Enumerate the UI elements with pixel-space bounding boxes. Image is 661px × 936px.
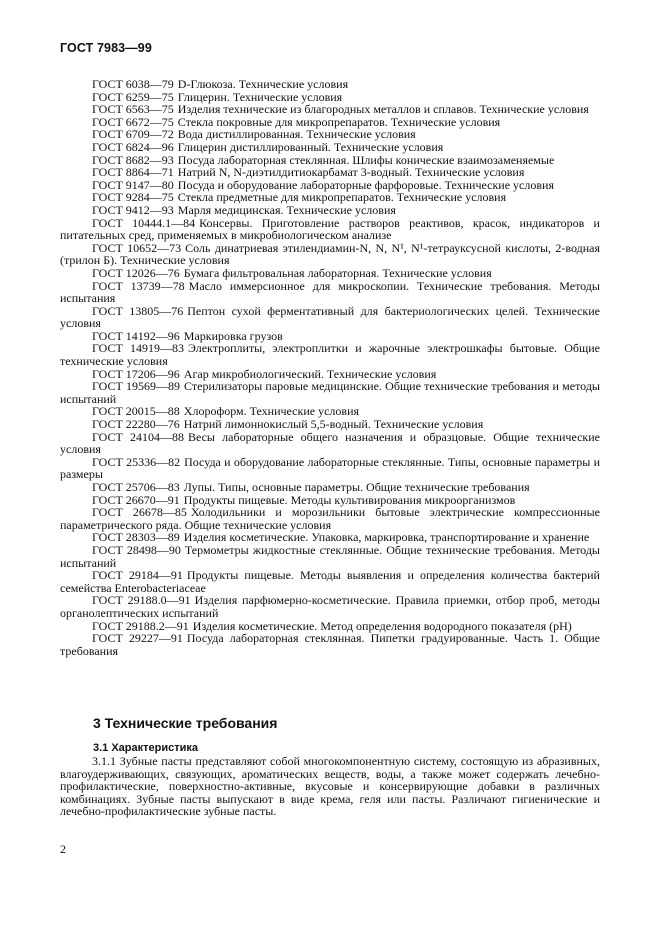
reference-title: Лупы. Типы, основные параметры. Общие технические требования xyxy=(183,480,530,494)
reference-item xyxy=(60,342,600,367)
reference-code: ГОСТ 10652—73 xyxy=(92,240,182,255)
reference-title: Весы лабораторные общего назначения и образцовые. Общие технические условия xyxy=(60,429,600,457)
reference-title: Вода дистиллированная. Технические условия xyxy=(177,127,416,142)
reference-title: Термометры жидкостные стеклянные. Общие технические требования. Методы испытаний xyxy=(60,542,600,570)
body-paragraph: 3.1.1 Зубные пасты представляют собой многокомпонентную систему, состоящую из абразивных, влагоудерживающих, связующих, ароматических веществ, воды, а также может содержать лечебно-профилактические, поверхностно-активные, вкусовые и консервирующие добавки в различных комбинациях. Зубные пасты выпускают в виде крема, геля или пасты. Различают гигиенические и лечебно-профилактические зубные пасты. xyxy=(60,754,600,819)
reference-title: Глицерин. Технические условия xyxy=(177,89,343,104)
reference-title: Посуда лабораторная стеклянная. Шлифы конические взаимозаменяемые xyxy=(177,152,555,167)
reference-code: ГОСТ 8864—71 xyxy=(92,165,174,180)
reference-item xyxy=(60,280,600,305)
reference-code: ГОСТ 17206—96 xyxy=(92,366,180,381)
reference-code: ГОСТ 6709—72 xyxy=(92,127,174,142)
reference-code: ГОСТ 29188.0—91 xyxy=(92,593,191,608)
reference-title: Маркировка грузов xyxy=(183,328,283,343)
reference-title: Посуда и оборудование лабораторные фарфоровые. Технические условия xyxy=(177,177,554,192)
reference-title: Бумага фильтровальная лабораторная. Технические условия xyxy=(183,265,492,280)
reference-code: ГОСТ 6824—96 xyxy=(92,139,174,154)
reference-code: ГОСТ 6038—79 xyxy=(92,77,174,91)
reference-code: ГОСТ 19569—89 xyxy=(92,379,181,394)
reference-code: ГОСТ 22280—76 xyxy=(92,417,180,432)
reference-title: Стекла покровные для микропрепаратов. Технические условия xyxy=(177,114,501,129)
reference-title: Посуда и оборудование лабораторные стеклянные. Типы, основные параметры и размеры xyxy=(60,454,600,482)
reference-code: ГОСТ 28303—89 xyxy=(92,530,180,545)
reference-code: ГОСТ 29188.2—91 xyxy=(92,618,189,633)
reference-title: Натрий лимоннокислый 5,5-водный. Технические условия xyxy=(183,417,484,432)
reference-title: Изделия парфюмерно-косметические. Правила приемки, отбор проб, методы органолептических испытаний xyxy=(60,593,600,620)
reference-code: ГОСТ 25336—82 xyxy=(92,454,181,469)
reference-code: ГОСТ 29184—91 xyxy=(92,568,183,583)
reference-title: Продукты пищевые. Методы выявления и определения количества бактерий семейства Enterobacteriaceae xyxy=(60,568,600,595)
reference-code: ГОСТ 12026—76 xyxy=(92,265,180,280)
reference-item xyxy=(60,305,600,330)
reference-code: ГОСТ 26678—85 xyxy=(92,505,187,520)
reference-title: Натрий N, N-диэтилдитиокарбамат 3-водный. Технические условия xyxy=(177,165,525,180)
subsection-heading: 3.1 Характеристика xyxy=(93,742,199,754)
reference-title: Стекла предметные для микропрепаратов. Технические условия xyxy=(177,190,507,205)
reference-title: Изделия технические из благородных металлов и сплавов. Технические условия xyxy=(177,102,589,117)
reference-title: Изделия косметические. Метод определения водородного показателя (pH) xyxy=(192,618,572,633)
reference-item xyxy=(60,569,600,594)
reference-item xyxy=(60,431,600,456)
reference-code: ГОСТ 13739—78 xyxy=(92,278,185,293)
reference-item xyxy=(60,544,600,569)
reference-item xyxy=(60,380,600,405)
reference-title: Глицерин дистиллированный. Технические условия xyxy=(177,139,444,154)
reference-title: Хлороформ. Технические условия xyxy=(183,404,360,419)
reference-item xyxy=(60,632,600,657)
document-header: ГОСТ 7983—99 xyxy=(60,41,152,55)
section-heading: 3 Технические требования xyxy=(93,715,278,731)
reference-item xyxy=(60,456,600,481)
reference-code: ГОСТ 9284—75 xyxy=(92,190,174,205)
reference-title: Соль динатриевая этилендиамин-N, N, N¹, N¹-тетрауксусной кислоты, 2-водная (трилон Б). Технические условия xyxy=(60,240,600,268)
reference-code: ГОСТ 20015—88 xyxy=(92,404,180,419)
reference-code: ГОСТ 9147—80 xyxy=(92,177,174,192)
reference-title: Стерилизаторы паровые медицинские. Общие технические требования и методы испытаний xyxy=(60,379,600,406)
reference-code: ГОСТ 8682—93 xyxy=(92,152,174,167)
reference-code: ГОСТ 13805—76 xyxy=(92,303,184,318)
normative-references-list xyxy=(60,78,600,657)
reference-title: Агар микробиологический. Технические условия xyxy=(183,366,437,381)
reference-code: ГОСТ 29227—91 xyxy=(92,631,183,646)
reference-code: ГОСТ 14192—96 xyxy=(92,328,180,343)
reference-code: ГОСТ 6259—75 xyxy=(92,89,174,104)
reference-title: Холодильники и морозильники бытовые электрические компрессионные параметрического ряда. Общие технические условия xyxy=(60,505,600,532)
reference-code: ГОСТ 6563—75 xyxy=(92,102,174,117)
reference-item xyxy=(60,217,600,242)
reference-title: Изделия косметические. Упаковка, маркировка, транспортирование и хранение xyxy=(183,530,590,545)
reference-code: ГОСТ 24104—88 xyxy=(92,429,184,444)
reference-title: Продукты пищевые. Методы культивирования микроорганизмов xyxy=(183,492,516,507)
reference-title: D-Глюкоза. Технические условия xyxy=(177,77,349,91)
reference-code: ГОСТ 28498—90 xyxy=(92,542,181,557)
reference-title: Консервы. Приготовление растворов реактивов, красок, индикаторов и питательных сред, применяемых в микробиологическом анализе xyxy=(60,215,600,243)
reference-code: ГОСТ 6672—75 xyxy=(92,114,174,129)
page-number: 2 xyxy=(60,842,66,856)
reference-code: ГОСТ 26670—91 xyxy=(92,492,180,507)
reference-item xyxy=(60,242,600,267)
reference-title: Марля медицинская. Технические условия xyxy=(177,202,396,217)
reference-title: Электроплиты, электроплитки и жарочные электрошкафы бытовые. Общие технические условия xyxy=(60,341,600,369)
reference-title: Посуда лабораторная стеклянная. Пипетки градуированные. Часть 1. Общие требования xyxy=(60,631,600,658)
reference-title: Пептон сухой ферментативный для бактериологических целей. Технические условия xyxy=(60,303,600,331)
reference-item xyxy=(60,594,600,619)
reference-code: ГОСТ 10444.1—84 xyxy=(92,215,196,230)
reference-item xyxy=(60,506,600,531)
reference-code: ГОСТ 9412—93 xyxy=(92,202,174,217)
reference-code: ГОСТ 14919—83 xyxy=(92,341,184,356)
reference-code: ГОСТ 25706—83 xyxy=(92,480,180,494)
reference-title: Масло иммерсионное для микроскопии. Технические требования. Методы испытания xyxy=(60,278,600,306)
